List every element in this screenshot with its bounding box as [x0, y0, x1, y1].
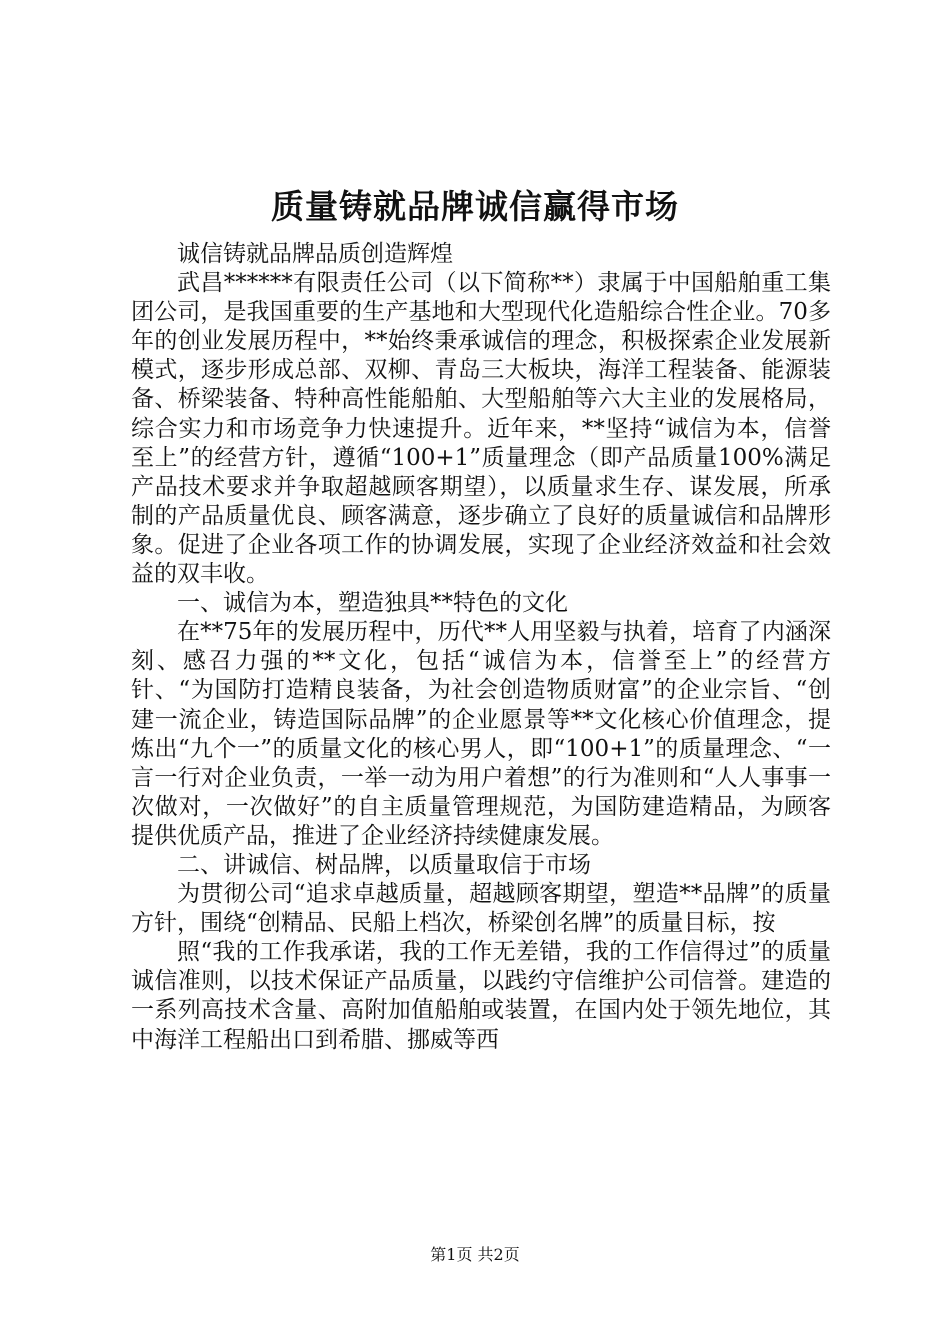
document-title: 质量铸就品牌诚信赢得市场: [271, 187, 679, 226]
paragraph-quality-integrity: 照“我的工作我承诺，我的工作无差错，我的工作信得过”的质量诚信准则，以技术保证产品质量，以践约守信维护公司信誉。建造的一系列高技术含量、高附加值船舶或装置，在国内处于领先地位，其中海洋工程船出口到希腊、挪威等西: [131, 939, 831, 1053]
page-footer: 第1页 共2页: [430, 1245, 520, 1264]
section-heading-1: 一、诚信为本，塑造独具**特色的文化: [177, 590, 568, 617]
section-heading-2: 二、讲诚信、树品牌，以质量取信于市场: [177, 851, 591, 878]
document-body: [131, 240, 831, 1055]
paragraph-culture: 在**75年的发展历程中，历代**人用坚毅与执着，培育了内涵深刻、感召力强的**文化，包括“诚信为本，信誉至上”的经营方针、“为国防打造精良装备，为社会创造物质财富”的企业宗旨、“创建一流企业，铸造国际品牌”的企业愿景等**文化核心价值理念，提炼出“九个一”的质量文化的核心男人，即“100+1”的质量理念、“一言一行对企业负责，一举一动为用户着想”的行为准则和“人人事事一次做对，一次做好”的自主质量管理规范，为国防建造精品，为顾客提供优质产品，推进了企业经济持续健康发展。: [131, 619, 831, 849]
paragraph-company-intro: 武昌******有限责任公司（以下简称**）隶属于中国船舶重工集团公司，是我国重要的生产基地和大型现代化造船综合性企业。70多年的创业发展历程中，**始终秉承诚信的理念，积极探索企业发展新模式，逐步形成总部、双柳、青岛三大板块，海洋工程装备、能源装备、桥梁装备、特种高性能船舶、大型船舶等六大主业的发展格局，综合实力和市场竞争力快速提升。近年来，**坚持“诚信为本，信誉至上”的经营方针，遵循“100+1”质量理念（即产品质量100%满足产品技术要求并争取超越顾客期望），以质量求生存、谋发展，所承制的产品质量优良、顾客满意，逐步确立了良好的质量诚信和品牌形象。促进了企业各项工作的协调发展，实现了企业经济效益和社会效益的双丰收。: [131, 270, 831, 588]
paragraph-subtitle: 诚信铸就品牌品质创造辉煌: [177, 241, 453, 267]
paragraph-quality-policy: 为贯彻公司“追求卓越质量，超越顾客期望，塑造**品牌”的质量方针，围绕“创精品、民船上档次，桥梁创名牌”的质量目标，按: [131, 881, 831, 937]
